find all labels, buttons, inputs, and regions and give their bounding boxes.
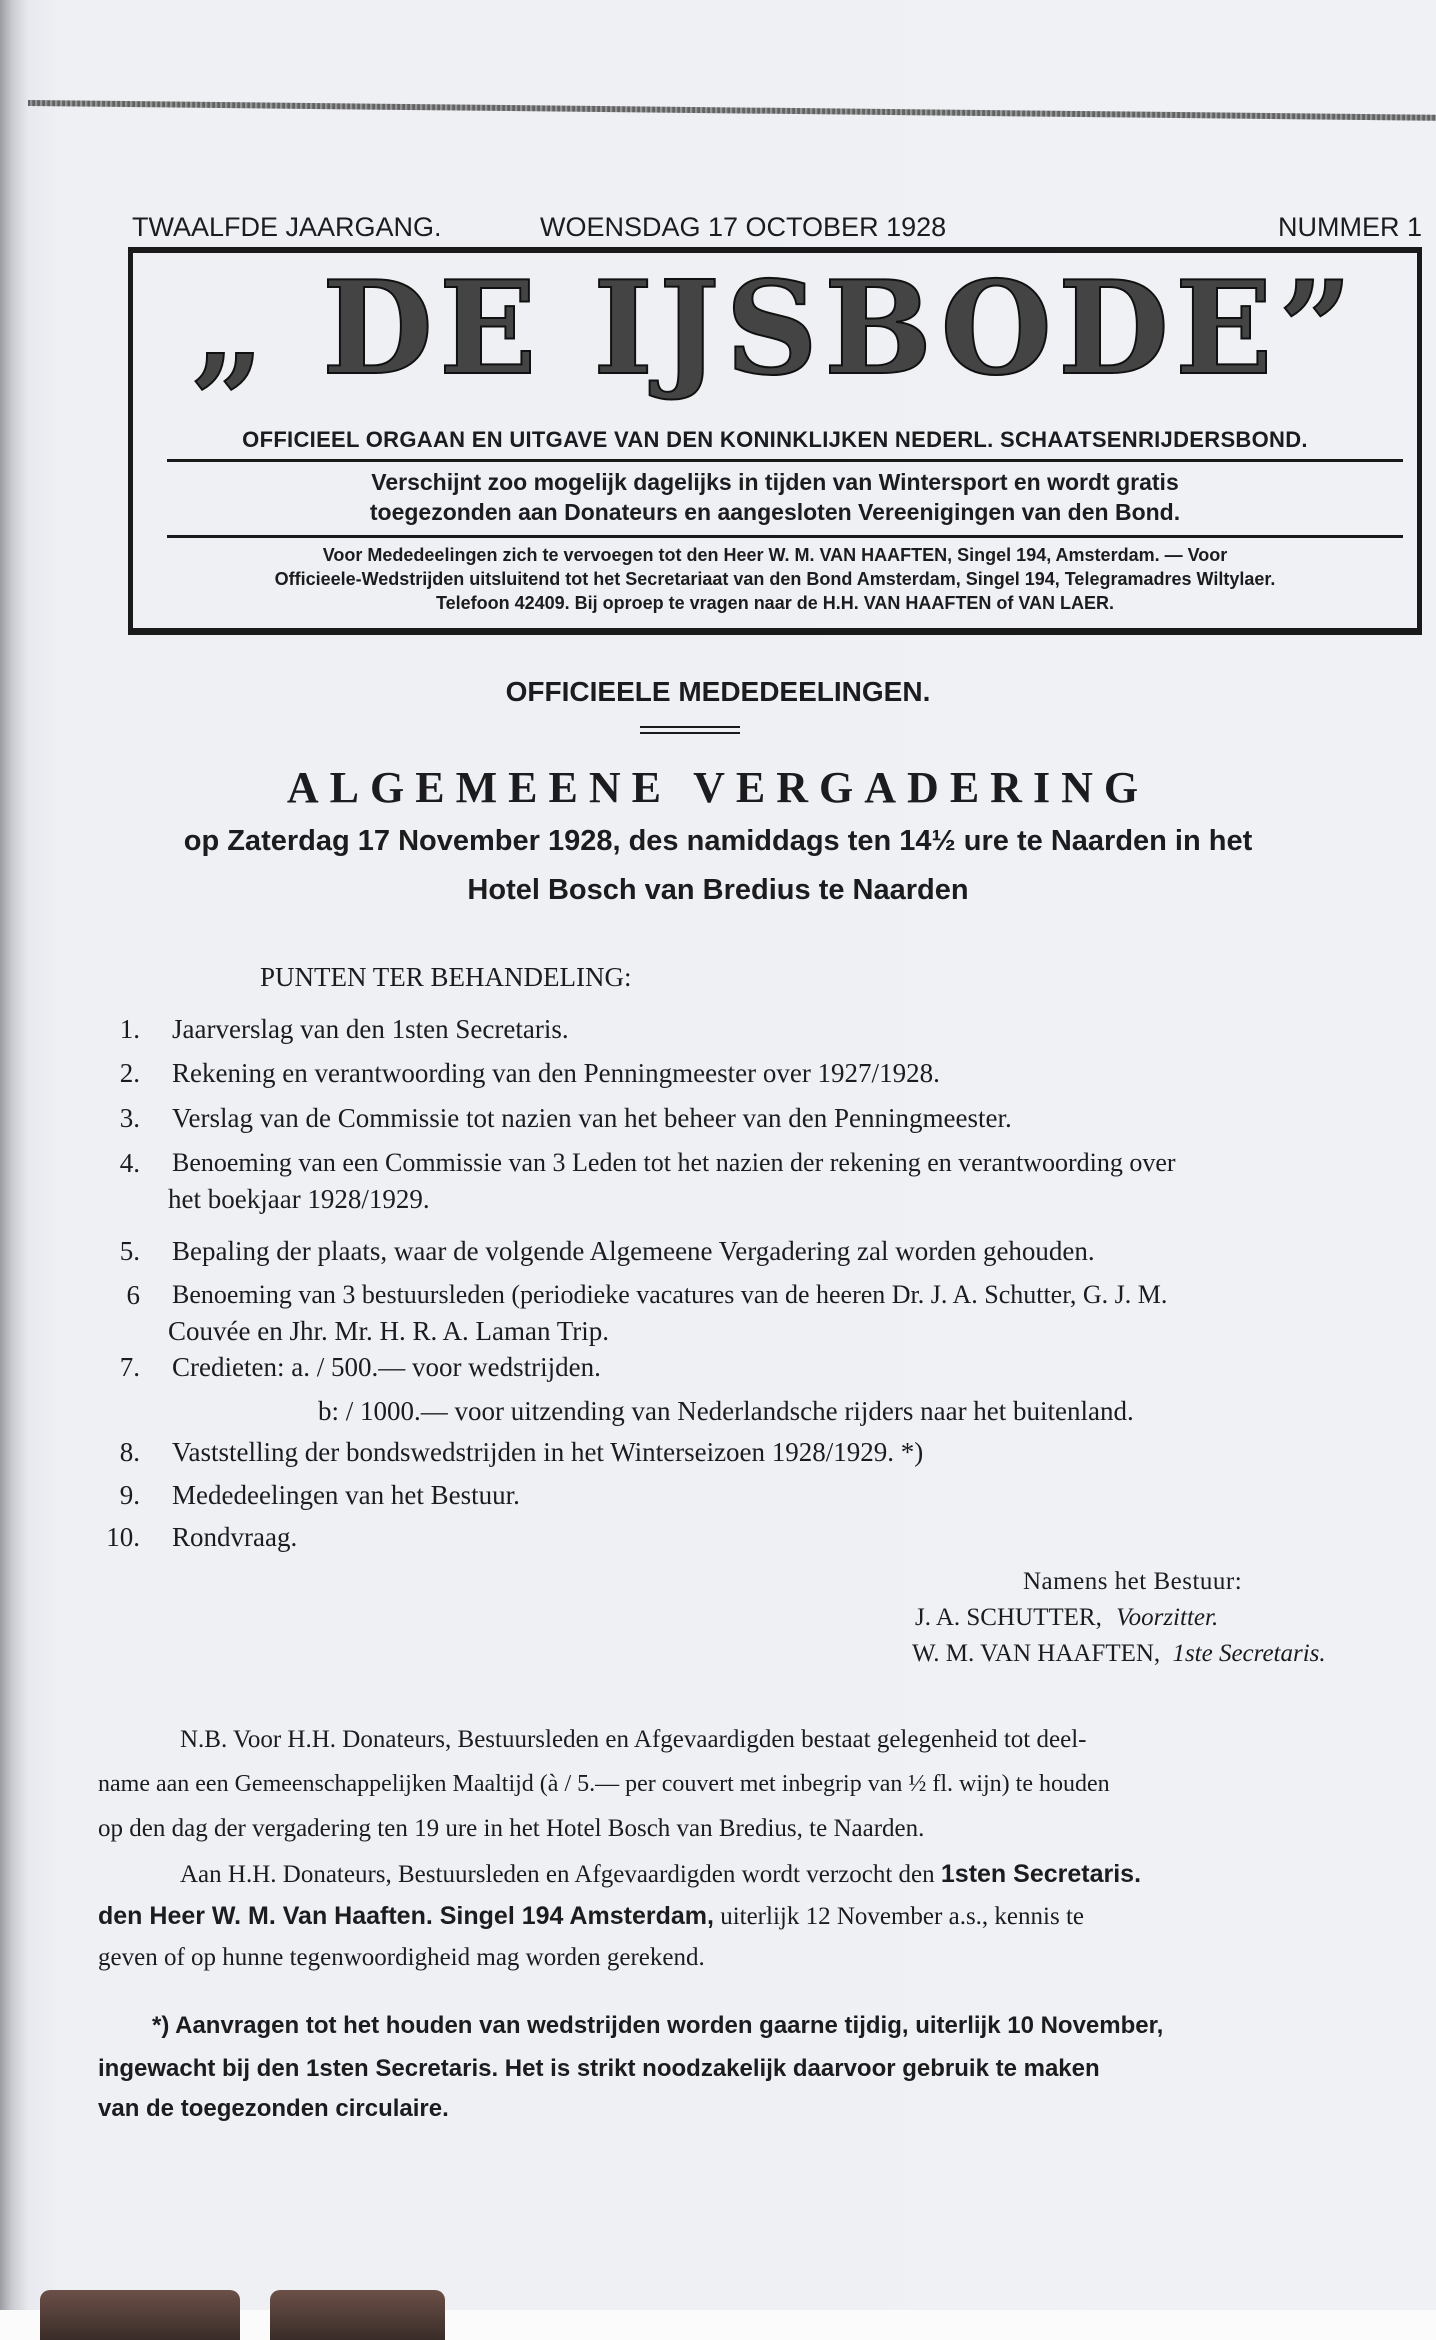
appears-line-1: Verschijnt zoo mogelijk dagelijks in tijden van Wintersport en wordt gratis	[371, 469, 1179, 495]
contact-line-2: Officieele-Wedstrijden uitsluitend tot het Secretariaat van den Bond Amsterdam, Singel 194, Telegramadres Wiltylaer.	[274, 569, 1276, 589]
masthead-subtitle: OFFICIEEL ORGAAN EN UITGAVE VAN DEN KONINKLIJKEN NEDERL. SCHAATSENRIJDERSBOND.	[242, 427, 1308, 452]
nb-line: N.B. Voor H.H. Donateurs, Bestuursleden en Afgevaardigden bestaat gelegenheid tot deel-	[180, 1726, 1087, 1753]
signatory-name: J. A. SCHUTTER,	[915, 1604, 1102, 1631]
request-text: geven of op hunne tegenwoordigheid mag worden gerekend.	[98, 1944, 705, 1971]
agenda-item-number: 7.	[119, 1352, 140, 1382]
agenda-item-text-continued: Couvée en Jhr. Mr. H. R. A. Laman Trip.	[168, 1316, 610, 1346]
request-text-bold: den Heer W. M. Van Haaften. Singel 194 Amsterdam,	[98, 1902, 714, 1930]
signatory-role: Voorzitter.	[1116, 1604, 1219, 1631]
agenda-item-text: Vaststelling der bondswedstrijden in het Winterseizoen 1928/1929. *)	[172, 1437, 924, 1467]
agenda-item-number: 1.	[119, 1014, 140, 1044]
agenda-item-text: Rondvraag.	[172, 1522, 298, 1552]
agenda-heading: PUNTEN TER BEHANDELING:	[260, 962, 632, 992]
agenda-item-number: 6	[126, 1280, 140, 1310]
appears-line-2: toegezonden aan Donateurs en aangesloten Vereenigingen van den Bond.	[369, 499, 1181, 525]
footnote-line: ingewacht bij den 1sten Secretaris. Het is strikt noodzakelijk daarvoor gebruik te maken	[98, 2055, 1100, 2082]
meeting-when-line-1: op Zaterdag 17 November 1928, des namiddags ten 14½ ure te Naarden in het	[183, 825, 1253, 857]
agenda-item-text: Benoeming van een Commissie van 3 Leden tot het nazien der rekening en verantwoording over	[172, 1148, 1176, 1177]
agenda-item-text: Bepaling der plaats, waar de volgende Algemeene Vergadering zal worden gehouden.	[172, 1236, 1095, 1266]
request-text: uiterlijk 12 November a.s., kennis te	[713, 1903, 1084, 1930]
agenda-item-text: Mededeelingen van het Bestuur.	[172, 1480, 520, 1510]
contact-line-1: Voor Mededeelingen zich te vervoegen tot den Heer W. M. VAN HAAFTEN, Singel 194, Amsterdam. — Voor	[322, 545, 1228, 565]
agenda-item-text: Benoeming van 3 bestuursleden (periodieke vacatures van de heeren Dr. J. A. Schutter, G. J. M.	[172, 1280, 1168, 1309]
double-rule-top	[640, 726, 740, 728]
meeting-when-line-2: Hotel Bosch van Bredius te Naarden	[467, 874, 969, 906]
divider	[167, 535, 1403, 538]
agenda-item-number: 10.	[106, 1522, 140, 1552]
contact-line-3: Telefoon 42409. Bij oproep te vragen naar de H.H. VAN HAAFTEN of VAN LAER.	[435, 593, 1115, 613]
agenda-item-text-continued: het boekjaar 1928/1929.	[168, 1184, 430, 1214]
masthead-title: „ DE IJSBODE”	[191, 254, 1359, 404]
signatory-name: W. M. VAN HAAFTEN,	[912, 1640, 1161, 1667]
masthead-box	[128, 247, 1422, 635]
section-title: OFFICIEELE MEDEDEELINGEN.	[505, 676, 931, 707]
divider	[167, 459, 1403, 462]
double-rule-bottom	[640, 732, 740, 734]
agenda-item-number: 4.	[119, 1148, 140, 1178]
signatory-role: 1ste Secretaris.	[1172, 1640, 1326, 1667]
request-text-bold: 1sten Secretaris.	[940, 1860, 1142, 1888]
footnote-line: van de toegezonden circulaire.	[98, 2095, 449, 2122]
agenda-item-text: Rekening en verantwoording van den Penningmeester over 1927/1928.	[172, 1058, 940, 1088]
nb-line: op den dag der vergadering ten 19 ure in het Hotel Bosch van Bredius, te Naarden.	[98, 1815, 925, 1842]
footnote-line: *) Aanvragen tot het houden van wedstrijden worden gaarne tijdig, uiterlijk 10 November,	[152, 2012, 1164, 2039]
signature-intro: Namens het Bestuur:	[1023, 1568, 1243, 1595]
agenda-item-number: 2.	[119, 1058, 140, 1088]
request-text: Aan H.H. Donateurs, Bestuursleden en Afgevaardigden wordt verzocht den	[180, 1861, 941, 1888]
agenda-item-number: 5.	[119, 1236, 140, 1266]
agenda-item-text: Verslag van de Commissie tot nazien van het beheer van den Penningmeester.	[172, 1103, 1012, 1133]
agenda-item-number: 3.	[119, 1103, 140, 1133]
finger-shadow	[40, 2290, 240, 2340]
agenda-item-text-continued: b: / 1000.— voor uitzending van Nederlandsche rijders naar het buitenland.	[318, 1396, 1134, 1426]
finger-shadow	[270, 2290, 445, 2340]
issue-number: NUMMER 1	[1278, 212, 1423, 242]
issue-date: WOENSDAG 17 OCTOBER 1928	[540, 212, 947, 242]
agenda-item-text: Jaarverslag van den 1sten Secretaris.	[172, 1014, 569, 1044]
agenda-item-number: 8.	[119, 1437, 140, 1467]
agenda-item-number: 9.	[119, 1480, 140, 1510]
volume-label: TWAALFDE JAARGANG.	[132, 212, 442, 242]
agenda-item-text: Credieten: a. / 500.— voor wedstrijden.	[172, 1352, 601, 1382]
meeting-title: ALGEMEENE VERGADERING	[286, 763, 1150, 812]
nb-line: name aan een Gemeenschappelijken Maaltijd (à / 5.— per couvert met inbegrip van ½ fl. wijn) te houden	[98, 1771, 1110, 1797]
